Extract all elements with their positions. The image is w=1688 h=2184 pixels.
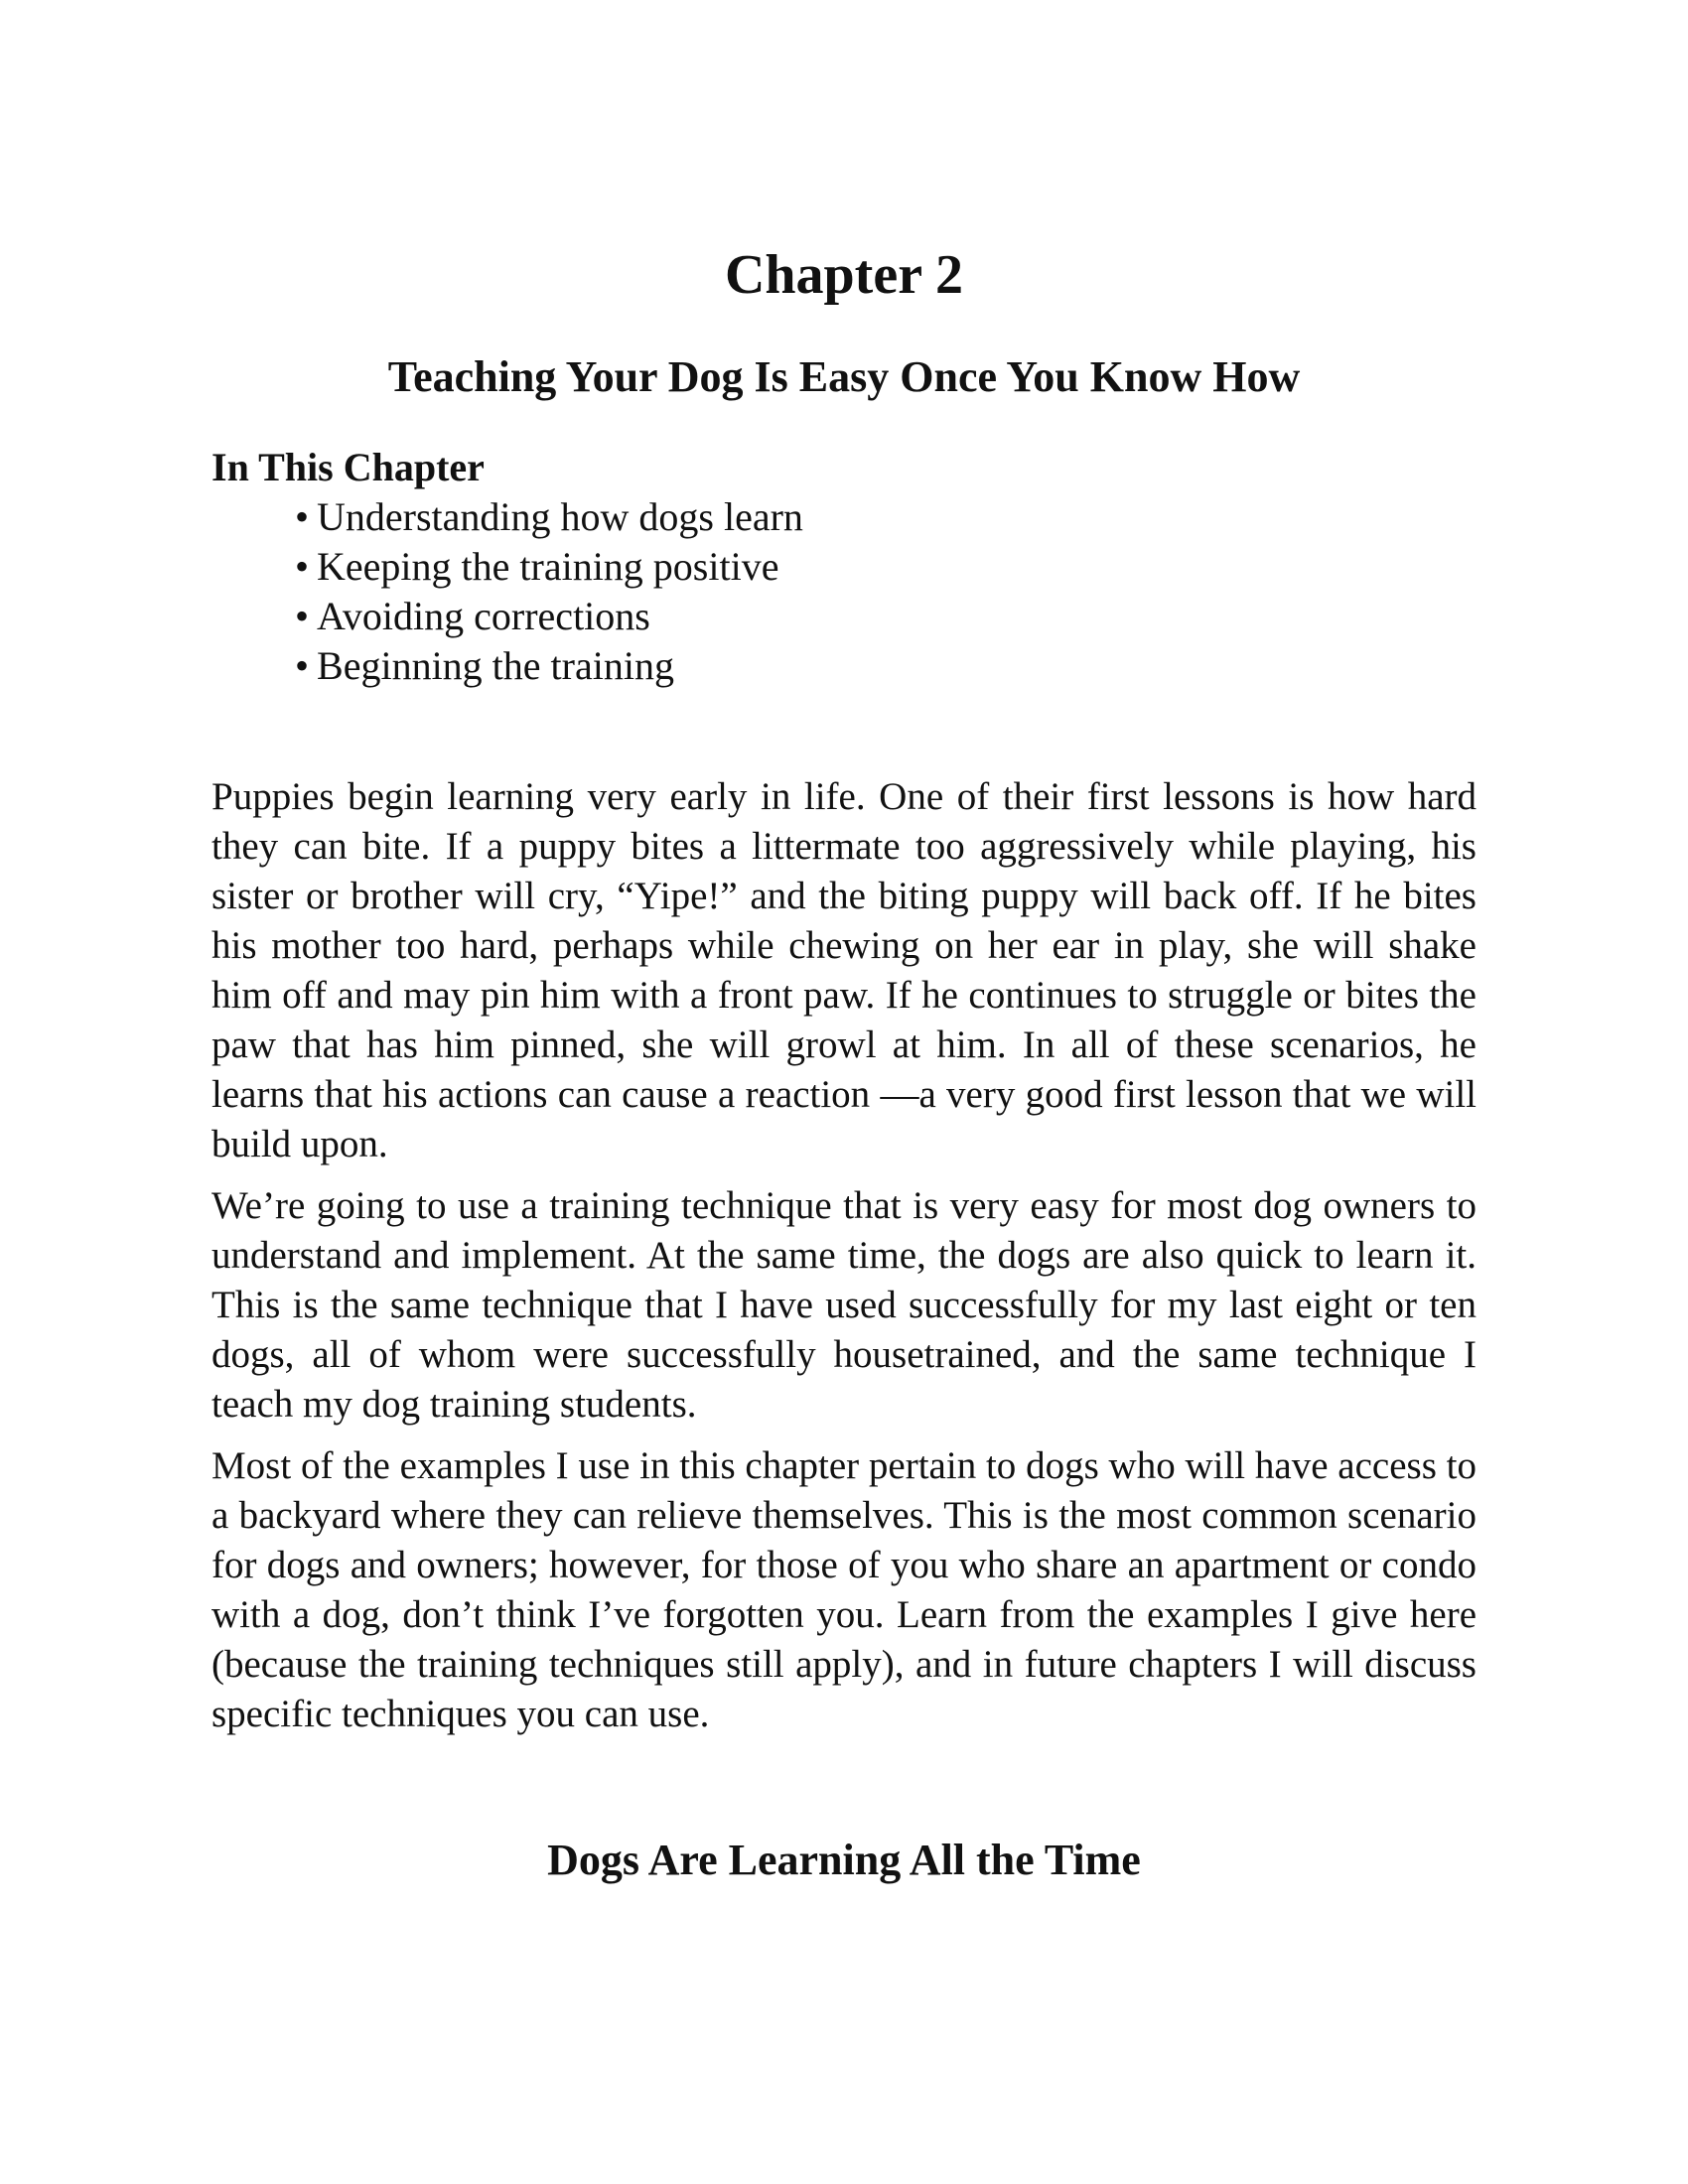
in-this-chapter-list	[211, 492, 1477, 691]
paragraph: Puppies begin learning very early in life. One of their first lessons is how hard they can bite. If a puppy bites a littermate too aggressively while playing, his sister or brother will cry, “Yipe!” and the biting puppy will back off. If he bites his mother too hard, perhaps while chewing on her ear in play, she will shake him off and may pin him with a front paw. If he continues to struggle or bites the paw that has him pinned, she will growl at him. In all of these scenarios, he learns that his actions can cause a reaction —a very good first lesson that we will build upon.	[211, 775, 1477, 1165]
list-item	[295, 542, 1477, 592]
bullet-icon: •	[295, 643, 310, 688]
bullet-icon: •	[295, 494, 310, 539]
list-item-text: Understanding how dogs learn	[317, 494, 803, 539]
list-item-text: Keeping the training positive	[317, 544, 779, 589]
list-item	[295, 641, 1477, 691]
section-heading: Dogs Are Learning All the Time	[547, 1836, 1141, 1884]
in-this-chapter-heading: In This Chapter	[211, 445, 485, 489]
chapter-number: Chapter 2	[724, 244, 964, 306]
list-item	[295, 492, 1477, 542]
paragraph: We’re going to use a training technique that is very easy for most dog owners to understand and implement. At the same time, the dogs are also quick to learn it. This is the same technique that I have used successfully for my last eight or ten dogs, all of whom were successfully housetrained, and the same technique I teach my dog training students.	[211, 1184, 1477, 1426]
list-item-text: Avoiding corrections	[317, 594, 650, 638]
body-text	[211, 772, 1477, 1751]
bullet-icon: •	[295, 594, 310, 638]
in-this-chapter-box	[211, 443, 1477, 691]
list-item-text: Beginning the training	[317, 643, 674, 688]
bullet-icon: •	[295, 544, 310, 589]
paragraph: Most of the examples I use in this chapter pertain to dogs who will have access to a backyard where they can relieve themselves. This is the most common scenario for dogs and owners; however, for those of you who share an apartment or condo with a dog, don’t think I’ve forgotten you. Learn from the examples I give here (because the training techniques still apply), and in future chapters I will discuss specific techniques you can use.	[211, 1444, 1477, 1735]
chapter-title: Teaching Your Dog Is Easy Once You Know How	[387, 352, 1301, 401]
list-item	[295, 592, 1477, 641]
